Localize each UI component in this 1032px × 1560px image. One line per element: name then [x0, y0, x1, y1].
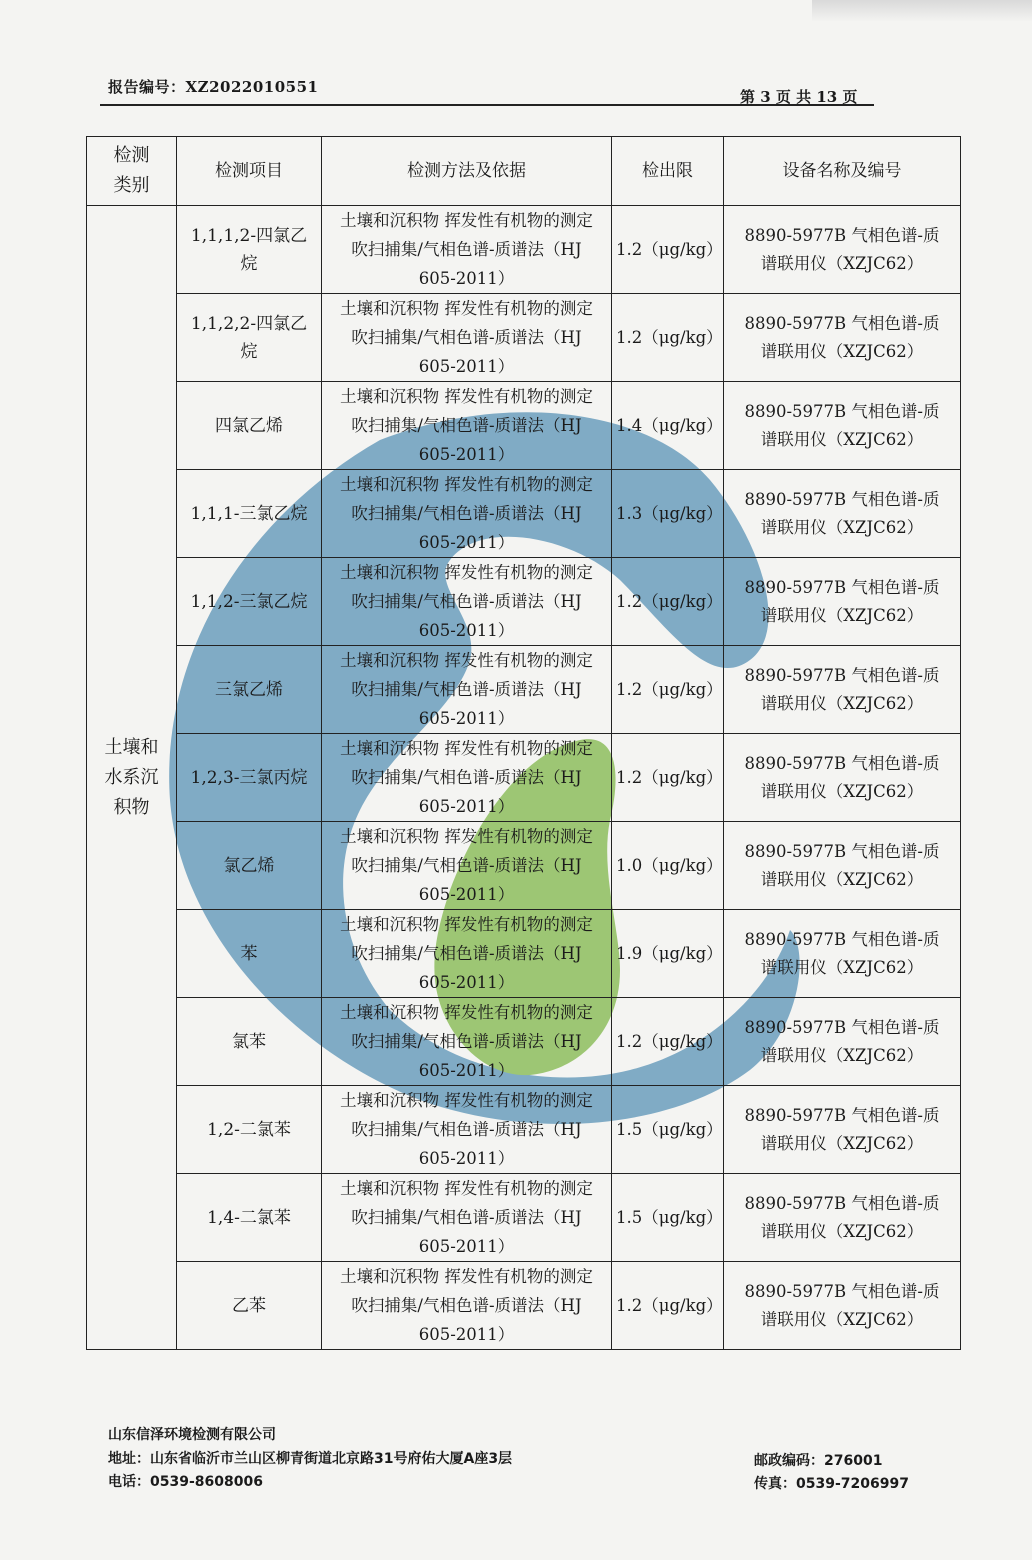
item-cell: 四氯乙烯 [177, 382, 322, 470]
report-number-label: 报告编号： [108, 78, 186, 96]
test-methods-table [86, 136, 961, 1350]
method-cell: 土壤和沉积物 挥发性有机物的测定 吹扫捕集/气相色谱-质谱法（HJ 605-2011） [322, 1262, 612, 1350]
equipment-cell: 8890-5977B 气相色谱-质谱联用仪（XZJC62） [724, 558, 961, 646]
item-cell: 1,4-二氯苯 [177, 1174, 322, 1262]
limit-cell: 1.9（μg/kg） [612, 910, 724, 998]
table-row [87, 470, 961, 558]
table-row [87, 558, 961, 646]
method-cell: 土壤和沉积物 挥发性有机物的测定 吹扫捕集/气相色谱-质谱法（HJ 605-2011） [322, 294, 612, 382]
header-equipment: 设备名称及编号 [724, 137, 961, 206]
method-cell: 土壤和沉积物 挥发性有机物的测定 吹扫捕集/气相色谱-质谱法（HJ 605-2011） [322, 1086, 612, 1174]
table-row [87, 382, 961, 470]
method-cell: 土壤和沉积物 挥发性有机物的测定 吹扫捕集/气相色谱-质谱法（HJ 605-2011） [322, 382, 612, 470]
equipment-cell: 8890-5977B 气相色谱-质谱联用仪（XZJC62） [724, 822, 961, 910]
item-cell: 氯苯 [177, 998, 322, 1086]
item-cell: 1,1,1-三氯乙烷 [177, 470, 322, 558]
table-row [87, 734, 961, 822]
method-cell: 土壤和沉积物 挥发性有机物的测定 吹扫捕集/气相色谱-质谱法（HJ 605-2011） [322, 470, 612, 558]
equipment-cell: 8890-5977B 气相色谱-质谱联用仪（XZJC62） [724, 382, 961, 470]
table-row [87, 1174, 961, 1262]
limit-cell: 1.2（μg/kg） [612, 294, 724, 382]
header-method: 检测方法及依据 [322, 137, 612, 206]
table-row [87, 206, 961, 294]
equipment-cell: 8890-5977B 气相色谱-质谱联用仪（XZJC62） [724, 646, 961, 734]
method-cell: 土壤和沉积物 挥发性有机物的测定 吹扫捕集/气相色谱-质谱法（HJ 605-2011） [322, 734, 612, 822]
table-body [87, 206, 961, 1350]
company-postcode: 邮政编码：276001 [754, 1453, 883, 1469]
header-divider [100, 104, 874, 106]
table-row [87, 998, 961, 1086]
limit-cell: 1.0（μg/kg） [612, 822, 724, 910]
limit-cell: 1.5（μg/kg） [612, 1086, 724, 1174]
method-cell: 土壤和沉积物 挥发性有机物的测定 吹扫捕集/气相色谱-质谱法（HJ 605-2011） [322, 1174, 612, 1262]
item-cell: 1,1,2-三氯乙烷 [177, 558, 322, 646]
equipment-cell: 8890-5977B 气相色谱-质谱联用仪（XZJC62） [724, 998, 961, 1086]
scan-shadow [812, 0, 1032, 22]
company-fax: 传真：0539-7206997 [754, 1476, 909, 1492]
company-phone: 电话：0539-8608006 [108, 1474, 263, 1490]
item-cell: 1,1,1,2-四氯乙烷 [177, 206, 322, 294]
table-row [87, 822, 961, 910]
table-row [87, 294, 961, 382]
limit-cell: 1.3（μg/kg） [612, 470, 724, 558]
equipment-cell: 8890-5977B 气相色谱-质谱联用仪（XZJC62） [724, 734, 961, 822]
item-cell: 1,2,3-三氯丙烷 [177, 734, 322, 822]
method-cell: 土壤和沉积物 挥发性有机物的测定 吹扫捕集/气相色谱-质谱法（HJ 605-2011） [322, 822, 612, 910]
company-name: 山东信泽环境检测有限公司 [108, 1427, 276, 1443]
table-header-row [87, 137, 961, 206]
page-info: 第 3 页 共 13 页 [740, 88, 858, 106]
method-cell: 土壤和沉积物 挥发性有机物的测定 吹扫捕集/气相色谱-质谱法（HJ 605-2011） [322, 558, 612, 646]
limit-cell: 1.2（μg/kg） [612, 558, 724, 646]
equipment-cell: 8890-5977B 气相色谱-质谱联用仪（XZJC62） [724, 1174, 961, 1262]
limit-cell: 1.4（μg/kg） [612, 382, 724, 470]
header-limit: 检出限 [612, 137, 724, 206]
item-cell: 1,1,2,2-四氯乙烷 [177, 294, 322, 382]
limit-cell: 1.2（μg/kg） [612, 734, 724, 822]
method-cell: 土壤和沉积物 挥发性有机物的测定 吹扫捕集/气相色谱-质谱法（HJ 605-2011） [322, 998, 612, 1086]
table-row [87, 646, 961, 734]
equipment-cell: 8890-5977B 气相色谱-质谱联用仪（XZJC62） [724, 1086, 961, 1174]
method-cell: 土壤和沉积物 挥发性有机物的测定 吹扫捕集/气相色谱-质谱法（HJ 605-2011） [322, 646, 612, 734]
table-row [87, 1262, 961, 1350]
table-row [87, 910, 961, 998]
item-cell: 1,2-二氯苯 [177, 1086, 322, 1174]
method-cell: 土壤和沉积物 挥发性有机物的测定 吹扫捕集/气相色谱-质谱法（HJ 605-2011） [322, 910, 612, 998]
header-item: 检测项目 [177, 137, 322, 206]
company-address: 地址：山东省临沂市兰山区柳青街道北京路31号府佑大厦A座3层 [108, 1451, 513, 1467]
category-cell: 土壤和水系沉积物 [87, 206, 177, 1350]
report-number [108, 76, 318, 97]
limit-cell: 1.2（μg/kg） [612, 1262, 724, 1350]
method-cell: 土壤和沉积物 挥发性有机物的测定 吹扫捕集/气相色谱-质谱法（HJ 605-2011） [322, 206, 612, 294]
equipment-cell: 8890-5977B 气相色谱-质谱联用仪（XZJC62） [724, 1262, 961, 1350]
equipment-cell: 8890-5977B 气相色谱-质谱联用仪（XZJC62） [724, 294, 961, 382]
limit-cell: 1.2（μg/kg） [612, 206, 724, 294]
limit-cell: 1.2（μg/kg） [612, 998, 724, 1086]
report-number-value: XZ2022010551 [185, 78, 319, 96]
item-cell: 乙苯 [177, 1262, 322, 1350]
limit-cell: 1.2（μg/kg） [612, 646, 724, 734]
header-category: 检测类别 [87, 137, 177, 206]
equipment-cell: 8890-5977B 气相色谱-质谱联用仪（XZJC62） [724, 910, 961, 998]
equipment-cell: 8890-5977B 气相色谱-质谱联用仪（XZJC62） [724, 206, 961, 294]
table-row [87, 1086, 961, 1174]
item-cell: 氯乙烯 [177, 822, 322, 910]
item-cell: 三氯乙烯 [177, 646, 322, 734]
limit-cell: 1.5（μg/kg） [612, 1174, 724, 1262]
equipment-cell: 8890-5977B 气相色谱-质谱联用仪（XZJC62） [724, 470, 961, 558]
item-cell: 苯 [177, 910, 322, 998]
